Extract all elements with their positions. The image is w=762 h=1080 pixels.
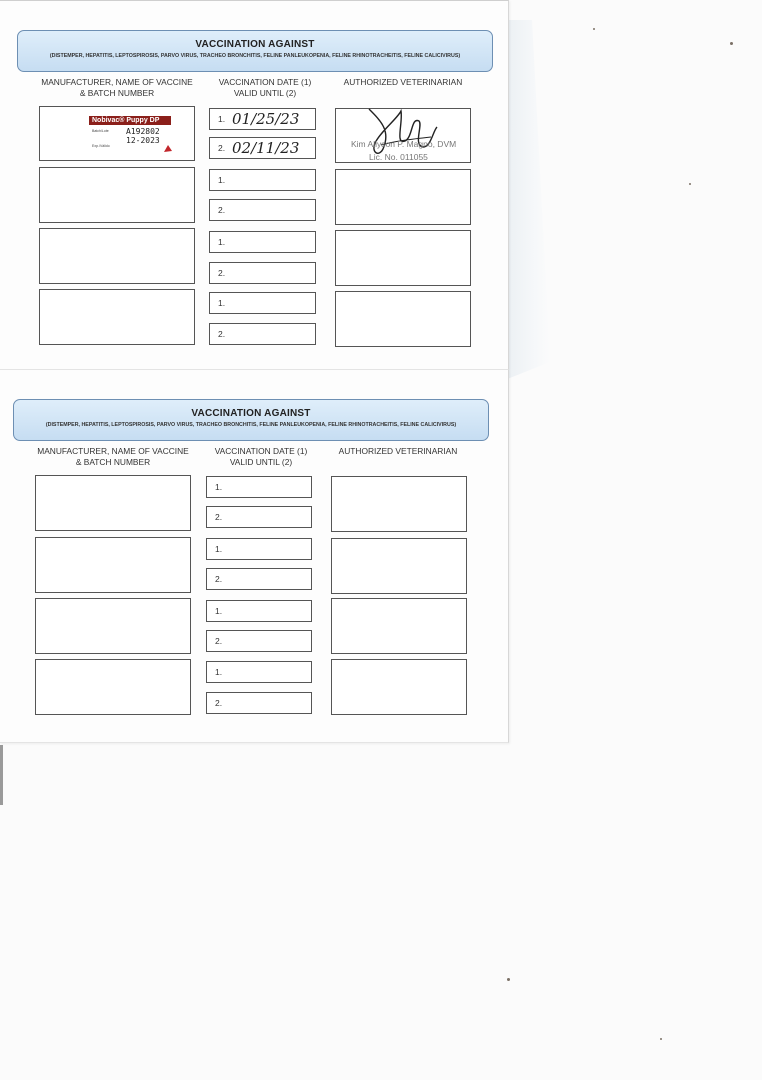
column-header-date: VACCINATION DATE (1) VALID UNTIL (2) bbox=[214, 446, 308, 467]
veterinarian-cell[interactable] bbox=[331, 538, 467, 594]
manufacturer-cell[interactable] bbox=[39, 289, 195, 345]
vaccination-date-field[interactable]: 1. bbox=[209, 292, 316, 314]
vaccine-sticker bbox=[89, 116, 173, 154]
vaccination-card-bottom bbox=[0, 370, 509, 743]
batch-number: A192802 bbox=[126, 127, 160, 136]
manufacturer-cell[interactable] bbox=[35, 475, 191, 531]
scan-speck bbox=[507, 978, 510, 981]
veterinarian-cell[interactable] bbox=[331, 659, 467, 715]
veterinarian-cell[interactable] bbox=[335, 291, 471, 347]
valid-until-field[interactable]: 2. 02/11/23 bbox=[209, 137, 316, 159]
valid-until-field[interactable]: 2. bbox=[209, 199, 316, 221]
vaccination-card-top bbox=[0, 0, 509, 370]
manufacturer-cell[interactable] bbox=[39, 167, 195, 223]
vaccination-date-field[interactable]: 1. bbox=[206, 476, 312, 498]
veterinarian-license: Lic. No. 011055 bbox=[369, 152, 428, 162]
scan-shadow bbox=[505, 20, 550, 380]
scan-speck bbox=[730, 42, 733, 45]
veterinarian-cell[interactable] bbox=[335, 230, 471, 286]
manufacturer-cell bbox=[39, 106, 195, 161]
scan-speck bbox=[660, 1038, 662, 1040]
vaccination-date-field[interactable]: 1. bbox=[209, 231, 316, 253]
valid-until-field[interactable]: 2. bbox=[209, 262, 316, 284]
vaccination-banner bbox=[17, 30, 493, 72]
valid-until-field[interactable]: 2. bbox=[206, 692, 312, 714]
veterinarian-cell[interactable] bbox=[335, 169, 471, 225]
vaccination-date-field[interactable]: 1. 01/25/23 bbox=[209, 108, 316, 130]
valid-until-field[interactable]: 2. bbox=[206, 506, 312, 528]
column-header-manufacturer: MANUFACTURER, NAME OF VACCINE & BATCH NUMBER bbox=[41, 77, 193, 98]
column-header-manufacturer: MANUFACTURER, NAME OF VACCINE & BATCH NUMBER bbox=[37, 446, 189, 467]
expiry-date: 12-2023 bbox=[126, 136, 160, 145]
vaccination-date-field[interactable]: 1. bbox=[209, 169, 316, 191]
sticker-brand: Nobivac® Puppy DP bbox=[89, 116, 171, 125]
vaccination-date-field[interactable]: 1. bbox=[206, 661, 312, 683]
column-header-veterinarian: AUTHORIZED VETERINARIAN bbox=[338, 446, 458, 456]
veterinarian-cell[interactable] bbox=[331, 598, 467, 654]
manufacturer-cell[interactable] bbox=[35, 598, 191, 654]
column-header-veterinarian: AUTHORIZED VETERINARIAN bbox=[343, 77, 463, 87]
sticker-logo-icon bbox=[163, 144, 173, 154]
banner-subtitle: (DISTEMPER, HEPATITIS, LEPTOSPIROSIS, PARVO VIRUS, TRACHEO BRONCHITIS, FELINE PANLEUKOPENIA, FELINE RHINOTRACHEITIS, FELINE CALICIVIRUS) bbox=[45, 422, 457, 428]
vaccination-date-field[interactable]: 1. bbox=[206, 538, 312, 560]
expiry-caption: Exp./Válido bbox=[92, 144, 110, 148]
valid-until-field[interactable]: 2. bbox=[206, 568, 312, 590]
scan-speck bbox=[593, 28, 595, 30]
vaccination-banner bbox=[13, 399, 489, 441]
vaccination-date-field[interactable]: 1. bbox=[206, 600, 312, 622]
scan-speck bbox=[689, 183, 691, 185]
scan-edge bbox=[0, 745, 3, 805]
valid-until-field[interactable]: 2. bbox=[209, 323, 316, 345]
manufacturer-cell[interactable] bbox=[35, 659, 191, 715]
valid-until-field[interactable]: 2. bbox=[206, 630, 312, 652]
banner-subtitle: (DISTEMPER, HEPATITIS, LEPTOSPIROSIS, PARVO VIRUS, TRACHEO BRONCHITIS, FELINE PANLEUKOPENIA, FELINE RHINOTRACHEITIS, FELINE CALICIVIRUS) bbox=[49, 53, 461, 59]
banner-title: VACCINATION AGAINST bbox=[195, 39, 315, 50]
batch-caption: Batch/Lote bbox=[92, 129, 109, 133]
veterinarian-cell[interactable] bbox=[331, 476, 467, 532]
handwritten-date: 01/25/23 bbox=[232, 110, 300, 128]
handwritten-date: 02/11/23 bbox=[232, 139, 300, 157]
veterinarian-name: Kim Allyson P. Magno, DVM bbox=[351, 139, 457, 149]
manufacturer-cell[interactable] bbox=[39, 228, 195, 284]
manufacturer-cell[interactable] bbox=[35, 537, 191, 593]
column-header-date: VACCINATION DATE (1) VALID UNTIL (2) bbox=[218, 77, 312, 98]
banner-title: VACCINATION AGAINST bbox=[191, 408, 311, 419]
veterinarian-cell bbox=[335, 108, 471, 163]
